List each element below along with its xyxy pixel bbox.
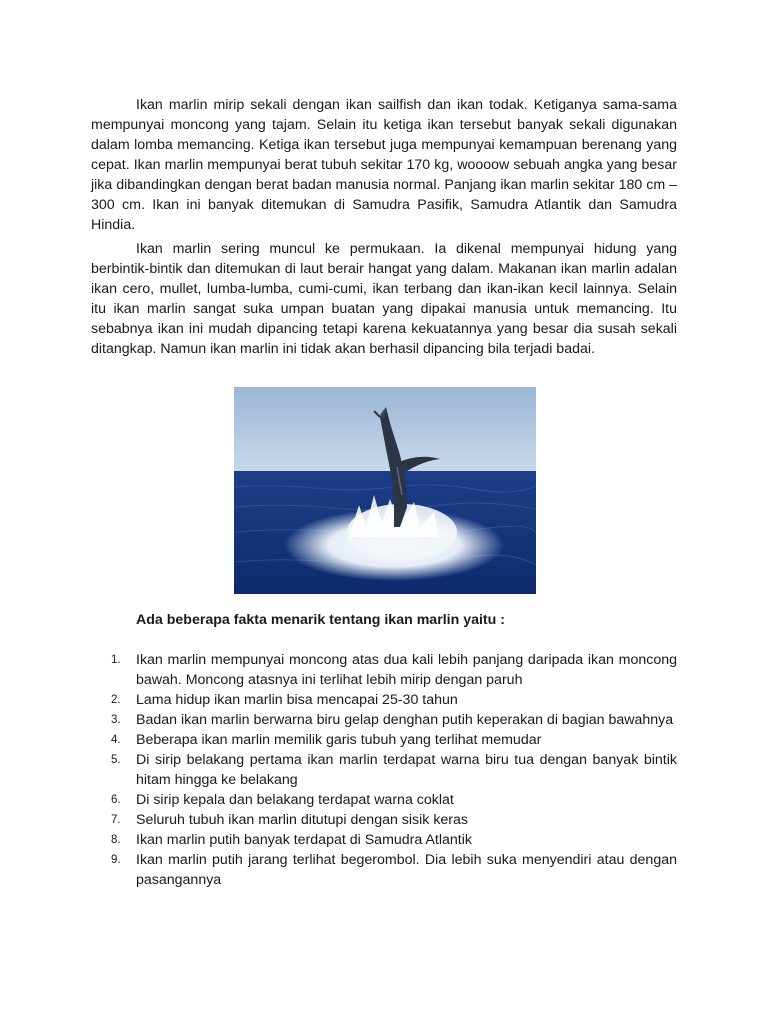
marlin-photo	[234, 387, 536, 594]
list-text: Seluruh tubuh ikan marlin ditutupi dengan sisik keras	[136, 812, 469, 828]
facts-list	[91, 650, 677, 890]
list-item	[91, 850, 677, 890]
list-text: Beberapa ikan marlin memilik garis tubuh yang terlihat memudar	[136, 732, 542, 748]
list-text: Ikan marlin putih banyak terdapat di Samudra Atlantik	[136, 832, 472, 848]
list-text: Badan ikan marlin berwarna biru gelap denghan putih keperakan di bagian bawahnya	[136, 712, 674, 728]
list-number: 8.	[111, 834, 121, 846]
list-item	[91, 710, 677, 730]
list-text: Di sirip kepala dan belakang terdapat warna coklat	[136, 792, 454, 808]
list-number: 7.	[111, 814, 121, 826]
list-item	[91, 750, 677, 790]
list-number: 2.	[111, 694, 121, 706]
list-item	[91, 790, 677, 810]
list-number: 1.	[111, 654, 121, 666]
list-number: 4.	[111, 734, 121, 746]
list-number: 6.	[111, 794, 121, 806]
list-number: 9.	[111, 854, 121, 866]
list-item	[91, 730, 677, 750]
list-item	[91, 810, 677, 830]
paragraph-habits: Ikan marlin sering muncul ke permukaan. Ia dikenal mempunyai hidung yang berbintik-bintik dan ditemukan di laut berair hangat yang dalam. Makanan ikan marlin adalan ikan cero, mullet, lumba-lumba, cumi-cumi, ikan terbang dan ikan-ikan kecil lainnya. Selain itu ikan marlin sangat suka umpan buatan yang dipakai manusia untuk memancing. Itu sebabnya ikan ini mudah dipancing tetapi karena kekuatannya yang besar dia susah sekali ditangkap. Namun ikan marlin ini tidak akan berhasil dipancing bila terjadi badai.	[91, 241, 677, 357]
paragraph-intro: Ikan marlin mirip sekali dengan ikan sailfish dan ikan todak. Ketiganya sama-sama mempunyai moncong yang tajam. Selain itu ketiga ikan tersebut banyak sekali digunakan dalam lomba memancing. Ketiga ikan tersebut juga mempunyai kemampuan berenang yang cepat. Ikan marlin mempunyai berat tubuh sekitar 170 kg, woooow sebuah angka yang besar jika dibandingkan dengan berat badan manusia normal. Panjang ikan marlin sekitar 180 cm – 300 cm. Ikan ini banyak ditemukan di Samudra Pasifik, Samudra Atlantik dan Samudra Hindia.	[91, 97, 677, 233]
list-text: Ikan marlin putih jarang terlihat begerombol. Dia lebih suka menyendiri atau dengan pasangannya	[136, 852, 677, 888]
list-item	[91, 830, 677, 850]
list-number: 3.	[111, 714, 121, 726]
list-text: Ikan marlin mempunyai moncong atas dua kali lebih panjang daripada ikan moncong bawah. Moncong atasnya ini terlihat lebih mirip dengan paruh	[136, 652, 677, 688]
list-number: 5.	[111, 754, 121, 766]
list-text: Di sirip belakang pertama ikan marlin terdapat warna biru tua dengan banyak bintik hitam hingga ke belakang	[136, 752, 677, 788]
list-item	[91, 650, 677, 690]
list-text: Lama hidup ikan marlin bisa mencapai 25-30 tahun	[136, 692, 458, 708]
list-item	[91, 690, 677, 710]
facts-heading: Ada beberapa fakta menarik tentang ikan marlin yaitu :	[136, 612, 505, 628]
